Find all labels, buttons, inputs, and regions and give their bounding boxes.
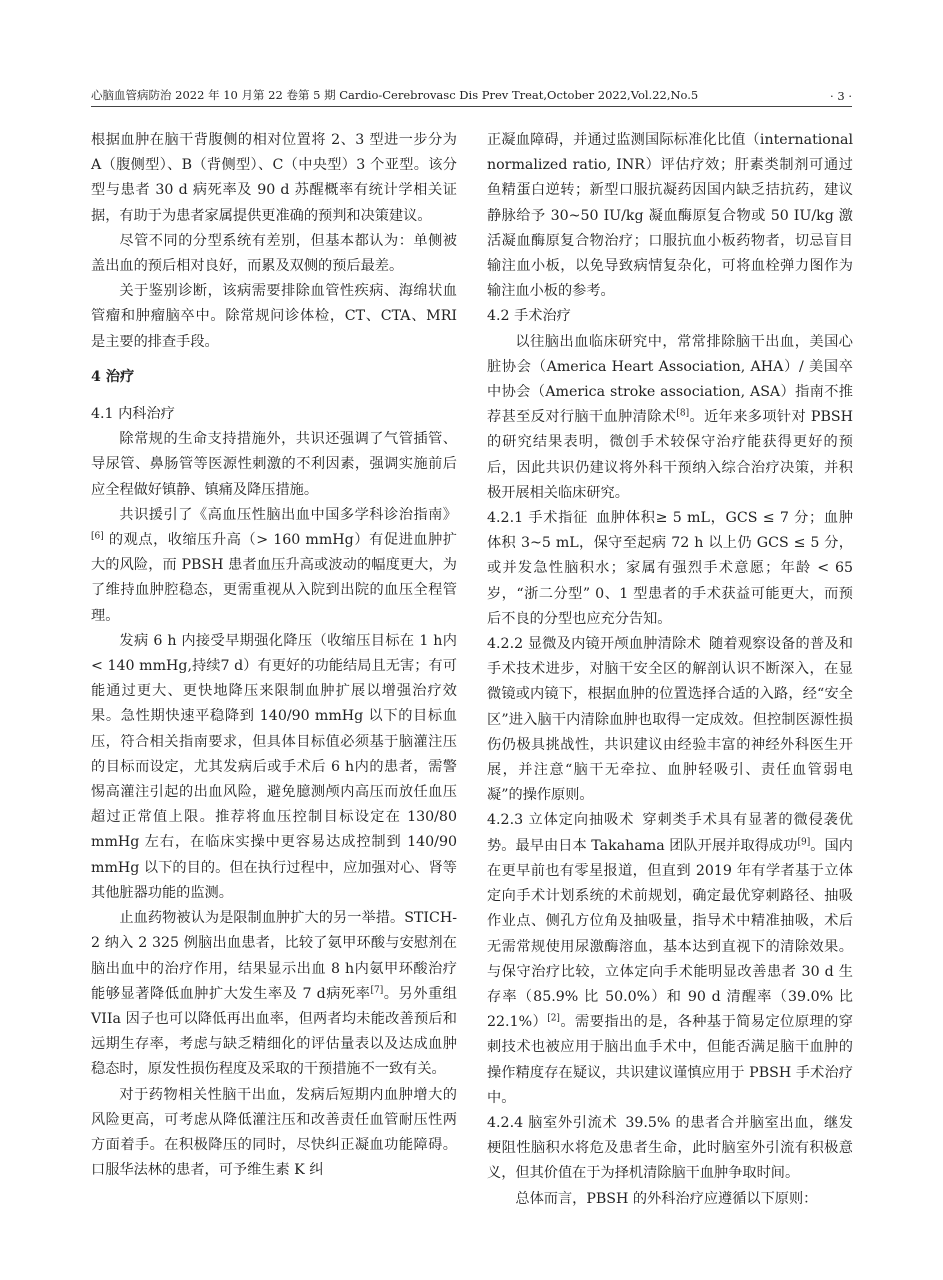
paragraph: 关于鉴别诊断，该病需要排除血管性疾病、海绵状血管瘤和肿瘤脑卒中。除常规问诊体检，CT、CTA、MRI 是主要的排查手段。 [91, 283, 457, 350]
sub-subsection-label: 4.2.4 脑室外引流术 [487, 1114, 618, 1131]
paragraph: 根据血肿在脑干背腹侧的相对位置将 2、3 型进一步分为 A（腹侧型）、B（背侧型）、C（中央型）3 个亚型。该分型与患者 30 d 病死率及 90 d 苏醒概率有统计学相关证据，有助于为患者家属提供更准确的预判和决策建议。 [91, 132, 457, 224]
text-run: 共识援引了《高血压性脑出血中国多学科诊治指南》 [119, 506, 457, 523]
paragraph: 对于药物相关性脑干出血，发病后短期内血肿增大的风险更高，可考虑从降低灌注压和改善责任血管耐压性两方面着手。在积极降压的同时，尽快纠正凝血功能障碍。口服华法林的患者，可予维生素 K 纠 [91, 1086, 457, 1179]
text-run: 。近年来多项针对 PBSH 的研究结果表明，微创手术较保守治疗能获得更好的预后，因此共识仍建议将外科干预纳入综合治疗决策，并积极开展相关临床研究。 [487, 409, 853, 501]
paragraph: 总体而言，PBSH 的外科治疗应遵循以下原则： [515, 1190, 818, 1207]
running-header [91, 88, 852, 107]
paragraph [487, 330, 853, 506]
paragraph: 除常规的生命支持措施外，共识还强调了气管插管、导尿管、鼻肠管等医源性刺激的不利因素，强调实施前后应全程做好镇静、镇痛及降压措施。 [91, 431, 457, 498]
section-heading-treatment: 4 治疗 [91, 368, 135, 385]
right-column [487, 128, 853, 1212]
page-number: · 3 · [830, 89, 852, 103]
text-run: 穿刺类手术具有显著的微侵袭优势。最早由日本 Takahama 团队开展并取得成功 [487, 812, 853, 854]
paragraph [487, 632, 853, 808]
paragraph [487, 1111, 853, 1187]
citation-ref: [9] [797, 836, 811, 847]
text-run: 。另外重组 VIIa 因子也可以降低再出血率，但两者均未能改善预后和远期生存率，考虑与缺乏精细化的评估量表以及达成血肿稳态时，原发性损伤程度及采取的干预措施不一致有关。 [91, 985, 457, 1078]
sub-subsection-label: 4.2.2 显微及内镜开颅血肿清除术 [487, 636, 701, 653]
text-run: 39.5% 的患者合并脑室出血，继发梗阻性脑积水将危及患者生命，此时脑室外引流有积极意义，但其价值在于为择机清除脑干血肿争取时间。 [487, 1114, 853, 1182]
text-run: 。需要指出的是，各种基于简易定位原理的穿刺技术也被应用于脑出血手术中，但能否满足脑干血肿的操作精度存在疑议，共识建议谨慎应用于 PBSH 手术治疗中。 [487, 1014, 853, 1106]
paragraph: 正凝血障碍，并通过监测国际标准化比值（international normalized ratio, INR）评估疗效；肝素类制剂可通过鱼精蛋白逆转；新型口服抗凝药因国内缺乏拮抗药，建议静脉给予 30~50 IU/kg 凝血酶原复合物或 50 IU/kg 激活凝血酶原复合物治疗；口服抗血小板药物者，切忌盲目输注血小板，以免导致病情复杂化，可将血栓弹力图作为输注血小板的参考。 [487, 132, 853, 300]
paragraph [91, 906, 457, 1082]
citation-ref: [2] [547, 1013, 560, 1024]
text-run: 以往脑出血临床研究中，常常排除脑干出血，美国心脏协会（America Heart Association, AHA）/ 美国卒中协会（America stroke association, ASA）指南不推荐甚至反对行脑干血肿清除术 [487, 333, 853, 426]
text-run: 的观点，收缩压升高（> 160 mmHg）有促进血肿扩大的风险，而 PBSH 患者血压升高或波动的幅度更大，为了维持血肿腔稳态，更需重视从入院到出院的血压全程管理。 [91, 532, 457, 624]
paragraph: 发病 6 h 内接受早期强化降压（收缩压目标在 1 h内< 140 mmHg,持续7 d）有更好的功能结局且无害；有可能通过更大、更快地降压来限制血肿扩展以增强治疗效果。急性期快速平稳降到 140/90 mmHg 以下的目标血压，符合相关指南要求，但具体目标值必须基于脑灌注压的目标而设定，尤其发病后或手术后 6 h内的患者，需警惕高灌注引起的出血风险，避免臆测颅内高压而放任血压超过正常值上限。推荐将血压控制目标设定在 130/80 mmHg 左右，在临床实操中更容易达成控制到 140/90 mmHg 以下的目的。但在执行过程中，应加强对心、肾等其他脏器功能的监测。 [91, 632, 457, 901]
paragraph: 尽管不同的分型系统有差别，但基本都认为：单侧被盖出血的预后相对良好，而累及双侧的预后最差。 [91, 232, 457, 275]
text-run: 。国内在更早前也有零星报道，但直到 2019 年有学者基于立体定向手术计划系统的术前规划，确定最优穿刺路径、抽吸作业点、侧孔方位角及抽吸量，指导术中精准抽吸，术后无需常规使用尿激酶溶血，基本达到直视下的清除效果。与保守治疗比较，立体定向手术能明显改善患者 30 d 生存率（85.9% 比 50.0%）和 90 d 清醒率（39.0% 比 22.1%） [487, 837, 853, 1031]
left-column [91, 128, 457, 1183]
paragraph [487, 506, 853, 632]
text-run: 止血药物被认为是限制血肿扩大的另一举措。STICH-2 纳入 2 325 例脑出血患者，比较了氨甲环酸与安慰剂在脑出血中的治疗作用，结果显示出血 8 h内氨甲环酸治疗能够显著降低血肿扩大发生率及 7 d病死率 [91, 910, 457, 1002]
subsection-heading-surgical: 4.2 手术治疗 [487, 308, 571, 325]
sub-subsection-label: 4.2.3 立体定向抽吸术 [487, 812, 635, 829]
citation-ref: [8] [676, 408, 690, 419]
text-run: 随着观察设备的普及和手术技术进步，对脑干安全区的解剖认识不断深入，在显微镜或内镜下，根据血肿的位置选择合适的入路，经“安全区”进入脑干内清除血肿也取得一定成效。但控制医源性损伤仍极具挑战性，共识建议由经验丰富的神经外科医生开展，并注意“脑干无牵拉、血肿轻吸引、责任血管弱电凝”的操作原则。 [487, 636, 853, 804]
citation-ref: [6] [91, 531, 104, 542]
subsection-heading-medical: 4.1 内科治疗 [91, 406, 175, 423]
paragraph [487, 808, 853, 1110]
sub-subsection-label: 4.2.1 手术指征 [487, 510, 588, 527]
citation-ref: [7] [370, 984, 384, 995]
paragraph [91, 503, 457, 629]
journal-citation: 心脑血管病防治 2022 年 10 月第 22 卷第 5 期 Cardio-Cerebrovasc Dis Prev Treat,October 2022,Vol.22,No.5 [91, 88, 699, 102]
text-run: 血肿体积≥ 5 mL，GCS ≤ 7 分；血肿体积 3~5 mL，保守至起病 72 h 以上仍 GCS ≤ 5 分，或并发急性脑积水；家属有强烈手术意愿；年龄 < 65 岁，“浙二分型” 0、1 型患者的手术获益可能更大，而预后不良的分型也应充分告知。 [487, 510, 854, 627]
